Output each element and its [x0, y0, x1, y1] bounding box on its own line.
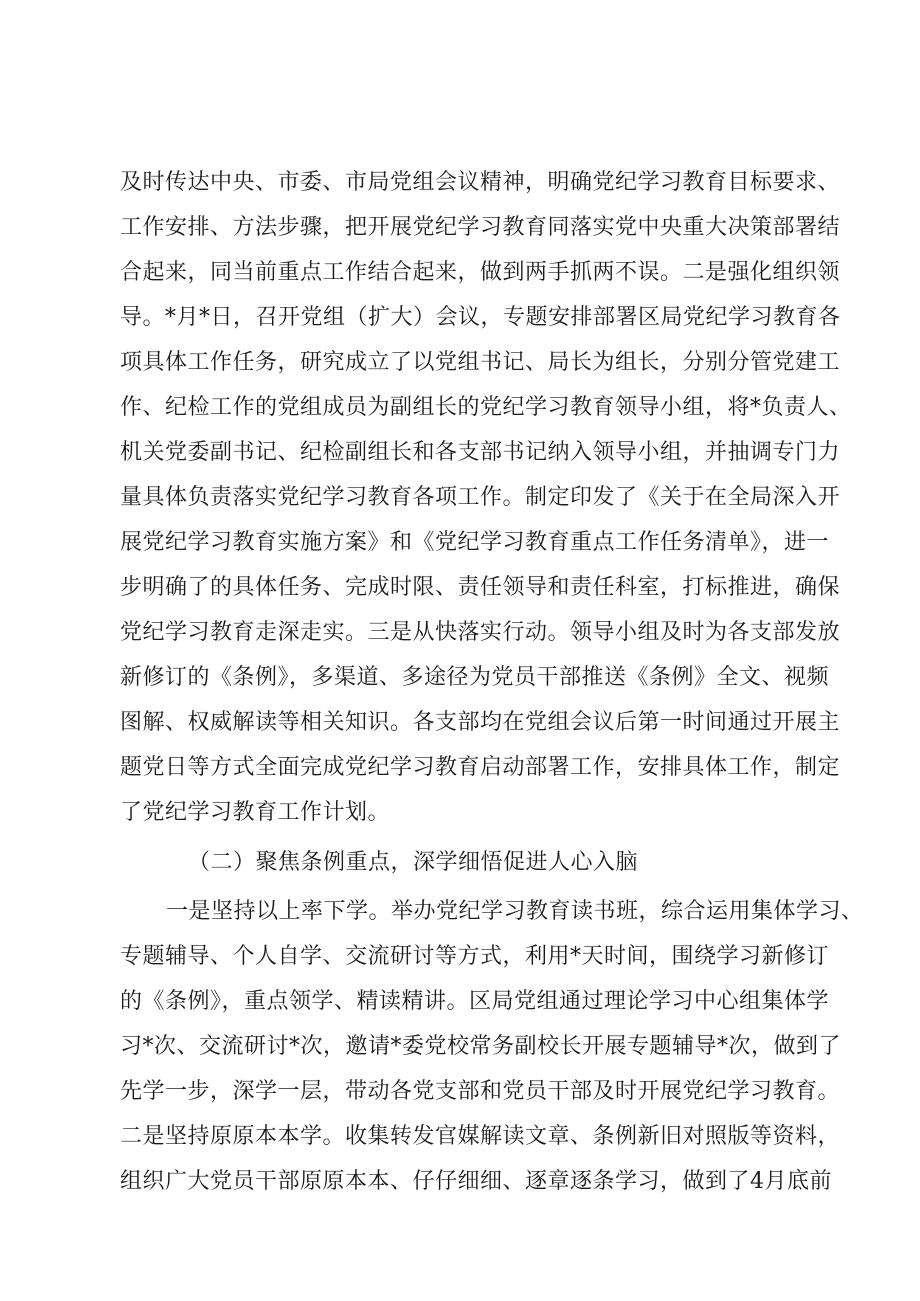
section-heading: （二）聚焦条例重点，深学细悟促进人心入脑: [188, 850, 639, 875]
paragraph-line: 先学一步，深学一层，带动各党支部和党员干部及时开展党纪学习教育。: [120, 1079, 841, 1104]
paragraph-line: 量具体负责落实党纪学习教育各项工作。制定印发了《关于在全局深入开: [120, 485, 841, 510]
paragraph-line: 专题辅导、个人自学、交流研讨等方式，利用*天时间，围绕学习新修订: [120, 944, 830, 969]
paragraph-line: 题党日等方式全面完成党纪学习教育启动部署工作，安排具体工作，制定: [120, 755, 841, 780]
paragraph-line: 新修订的《条例》，多渠道、多途径为党员干部推送《条例》全文、视频: [120, 665, 830, 690]
paragraph-line: 的《条例》，重点领学、精读精讲。区局党组通过理论学习中心组集体学: [120, 989, 830, 1014]
paragraph-line: 党纪学习教育走深走实。三是从快落实行动。领导小组及时为各支部发放: [120, 620, 841, 645]
paragraph-line: 合起来，同当前重点工作结合起来，做到两手抓两不误。二是强化组织领: [120, 260, 841, 285]
paragraph-line: 了党纪学习教育工作计划。: [120, 800, 391, 825]
paragraph-line: 图解、权威解读等相关知识。各支部均在党组会议后第一时间通过开展主: [120, 710, 841, 735]
paragraph-line: 步明确了的具体任务、完成时限、责任领导和责任科室，打标推进，确保: [120, 575, 841, 600]
paragraph-line: 作、纪检工作的党组成员为副组长的党纪学习教育领导小组，将*负责人、: [120, 395, 852, 420]
paragraph-line: 习*次、交流研讨*次，邀请*委党校常务副校长开展专题辅导*次，做到了: [120, 1034, 842, 1059]
paragraph-line: 项具体工作任务，研究成立了以党组书记、局长为组长，分别分管党建工: [120, 350, 841, 375]
paragraph-line: 导。*月*日，召开党组（扩大）会议，专题安排部署区局党纪学习教育各: [120, 305, 841, 330]
paragraph-line: 工作安排、方法步骤，把开展党纪学习教育同落实党中央重大决策部署结: [120, 215, 841, 240]
paragraph-line: 及时传达中央、市委、市局党组会议精神，明确党纪学习教育目标要求、: [120, 170, 841, 195]
paragraph-line: 二是坚持原原本本学。收集转发官媒解读文章、条例新旧对照版等资料，: [120, 1124, 841, 1149]
paragraph-line: 展党纪学习教育实施方案》和《党纪学习教育重点工作任务清单》，进一: [120, 530, 830, 555]
paragraph-line: 机关党委副书记、纪检副组长和各支部书记纳入领导小组，并抽调专门力: [120, 440, 841, 465]
paragraph-line: 一是坚持以上率下学。举办党纪学习教育读书班，综合运用集体学习、: [166, 899, 864, 924]
paragraph-line: 组织广大党员干部原原本本、仔仔细细、逐章逐条学习，做到了4月底前: [120, 1169, 832, 1194]
